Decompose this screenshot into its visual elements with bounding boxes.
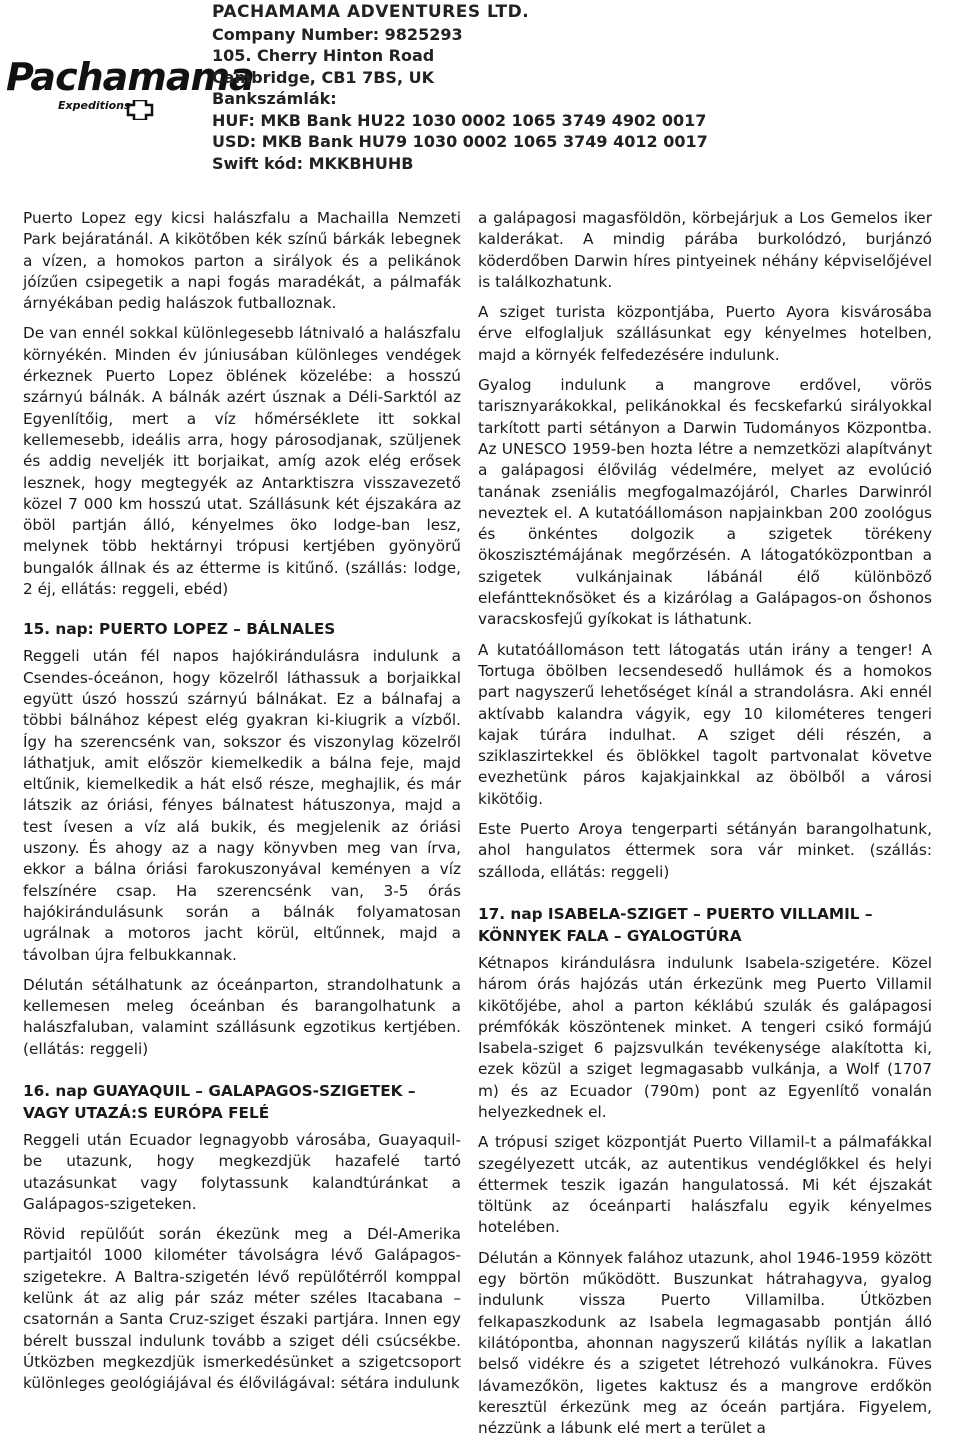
huf-label: HUF:	[212, 110, 255, 130]
paragraph: Délután sétálhatunk az óceánparton, strandolhatunk a kellemesen meleg óceánban és barangolhatunk a halászfaluban, valamint szállásunk egzotikus kertjében. (ellátás: reggeli)	[23, 975, 461, 1058]
logo-name: Pachamama	[6, 55, 254, 99]
right-column	[478, 208, 932, 1448]
company-details	[212, 2, 708, 174]
day-17-heading	[478, 903, 932, 947]
swift-code	[212, 153, 708, 175]
paragraph: Délután a Könnyek falához utazunk, ahol 1946-1959 között egy börtön működött. Buszunkat hátrahagyva, gyalog indulunk vissza Puerto Villamilba. Útközben felkapaszkodunk az Isabela legmagasabb pontján álló kilátópontba, ahonnan nagyszerű kilátás nyílik a lakatlan belső vidékre és a szigetet létrehozó vulkánokra. Füves lávamezőkön, ligetes kaktusz és a mangrove erdőkön keresztül érkezünk meg az óceán partjára. Figyelem, nézzünk a lábunk elé mert a terület a	[478, 1248, 932, 1438]
address-line-2: Cambridge, CB1 7BS, UK	[212, 67, 434, 87]
day-16-heading-line-1: 16. nap GUAYAQUIL – GALAPAGOS-SZIGETEK –	[23, 1081, 416, 1100]
usd-account	[212, 131, 708, 153]
company-name: PACHAMAMA ADVENTURES LTD.	[212, 2, 530, 22]
address-line-1: 105. Cherry Hinton Road	[212, 46, 435, 65]
paragraph: Rövid repülőút során ékezünk meg a Dél-Amerika partjaitól 1000 kilométer távolságra lévő Galápagos-szigetekre. A Baltra-szigetén lévő repülőtérről komppal kelünk át az alig pár száz méter széles Itacabana – csatornán a Santa Cruz-sziget északi partjára. Innen egy bérelt busszal indulunk tovább a sziget déli csúcsékbe. Útközben megkezdjük ismerkedésünket a szigetcsoport különleges geológiájával és élővilágával: sétára indulunk	[23, 1225, 461, 1393]
paragraph: Reggeli után fél napos hajókirándulásra indulunk a Csendes-óceánon, hogy közelről láthassuk a borjaikkal együtt úszó hosszú szárnyú bálnákat. Ez a bálnafaj a többi bálnához képest elég gyakran ki-kiugrik a vízből. Így ha szerencsénk van, sokszor és viszonylag közelről láthatjuk, amit először kiemelkedik a bálna feje, majd eltűnik, kiemelkedik a hát első része, meghajlik, és már látszik az óriási, fényes bálnatest hátuszonya, majd a test ívesen a víz alá bukik, és megjelenik az óriási uszony. És ahogy az a nagy könyvben meg van írva, ekkor a bálna óriási farokuszonyával keményen a víz felszínére csap. Ha szerencsénk van, 3-5 órás hajókirándulásunk során a bálnák folyamatosan ugrálnak a motoros jacht körül, eltűnnek, majd a távolban újra felbukkannak.	[23, 647, 461, 964]
usd-label: USD:	[212, 132, 257, 151]
day-17-heading-line-1: 17. nap ISABELA-SZIGET – PUERTO VILLAMIL –	[478, 904, 873, 923]
paragraph: A kutatóállomáson tett látogatás után irány a tenger! A Tortuga öbölben lecsendesedő hullámok és a homokos part nagyszerű lehetőséget kínál a strandolásra. Aki ennél aktívabb kalandra vágyik, egy 10 kilométeres tengeri kajak túrára indulhat. A sziget déli részén, a sziklaszirtekkel és öblökkel tagolt partvonalat követve evezhetünk páros kajakjainkkal az öbölből a városi kikötőig.	[478, 640, 932, 808]
huf-value: MKB Bank HU22 1030 0002 1065 3749 4902 0017	[260, 110, 707, 130]
paragraph: A trópusi sziget központját Puerto Villamil-t a pálmafákkal szegélyezett utcák, az autentikus vendéglőkkel és helyi éttermek teszik igazán hangulatossá. Mi két éjszakát töltünk az óceánparti halászfalu egyik kényelmes hotelében.	[478, 1133, 932, 1237]
paragraph: a galápagosi magasföldön, körbejárjuk a Los Gemelos iker kalderákat. A mindig párába burkolódzó, burjánzó köderdőben Darwin híres pintyeinek néhány képviselőjével is találkozhatunk.	[478, 209, 932, 291]
paragraph: A sziget turista központjába, Puerto Ayora kisvárosába érve elfoglaljuk szállásunkat egy kényelmes hotelben, majd a környék felfedezésére indulunk.	[478, 303, 932, 364]
day-17-heading-line-2: KÖNNYEK FALA – GYALOGTÚRA	[478, 926, 742, 945]
pachamama-logo	[0, 55, 254, 115]
letterhead	[0, 0, 960, 185]
day-16-heading	[23, 1080, 461, 1124]
left-column	[23, 208, 461, 1404]
swift-label: Swift kód:	[212, 153, 304, 173]
paragraph: De van ennél sokkal különlegesebb látnivaló a halászfalu környékén. Minden év júniusában különleges vendégek érkeznek Puerto Lopez öblének közelébe: a hosszú szárnyú bálnák. A bálnák azért úsznak a Déli-Sarktól az Egyenlítőig, mert a víz hőmérséklete itt sokkal kellemesebb, ideális arra, hogy párosodjanak, szüljenek és addig neveljék itt borjaikat, amíg azok elég erősek lesznek, hogy megtegyék az Antarktiszra visszavezető közel 7 000 km hosszú utat. Szállásunk két éjszakára az öböl partján álló, kényelmes öko lodge-ban lesz, melynek több hektárnyi trópusi kertjében gyönyörű bungalók állnak és az étterme is kitűnő. (szállás: lodge, 2 éj, ellátás: reggeli, ebéd)	[23, 324, 461, 599]
usd-value: MKB Bank HU79 1030 0002 1065 3749 4012 0017	[261, 132, 708, 151]
paragraph: Puerto Lopez egy kicsi halászfalu a Machailla Nemzeti Park bejáratánál. A kikötőben kék színű bárkák lebegnek a vízen, a homokos parton a sirályok és a pelikánok jóízűen csipegetik a napi fogás maradékát, a pálmafák árnyékában pedig halászok futballoznak.	[23, 209, 461, 313]
paragraph: Gyalog indulunk a mangrove erdővel, vörös tarisznyarákokkal, pelikánokkal és fecskefarkú sirályokkal tarkított parti sétányon a Darwin Tudományos Központba. Az UNESCO 1959-ben hozta létre a nemzetközi alapítványt a galápagosi élővilág védelmére, melyet az evolúció tanának zseniális megfogalmazójáról, Charles Darwinról neveztek el. A kutatóállomáson napjainkban 200 zoológus és önkéntes dolgozik a szigetek törékeny ökoszisztémájának megőrzésén. A látogatóközpontban a szigetek vulkánjainak lábánál élő különböző elefántteknősöket és a kizárólag a Galápagos-on őshonos varacskosfejű gyíkokat is láthatunk.	[478, 376, 932, 629]
day-15-heading: 15. nap: PUERTO LOPEZ – BÁLNALES	[23, 620, 336, 639]
huf-account	[212, 110, 708, 132]
paragraph: Kétnapos kirándulásra indulunk Isabela-szigetére. Közel három órás hajózás után érkezünk meg Puerto Villamil kikötőjébe, ahol a parton kéklábú szulák és galápagosi prémfókák köszöntenek minket. A tengeri csikó formájú Isabela-sziget 6 pajzsvulkán tevékenysége alakította ki, ezek közül a sziget legmagasabb vulkánja, a Wolf (1707 m) és az Ecuador (790m) pont az Egyenlítő vonalán helyezkednek el.	[478, 953, 932, 1121]
swift-value: MKKBHUHB	[308, 153, 414, 173]
paragraph: Este Puerto Aroya tengerparti sétányán barangolhatunk, ahol hangulatos éttermek sora vár minket. (szállás: szálloda, ellátás: reggeli)	[478, 820, 932, 881]
day-16-heading-line-2: VAGY UTAZÁ:S EURÓPA FELÉ	[23, 1103, 270, 1122]
bank-accounts-label: Bankszámlák:	[212, 89, 337, 108]
company-number: Company Number: 9825293	[212, 24, 463, 44]
logo-subtitle: Expeditions	[58, 99, 131, 112]
chakana-cross-icon	[120, 100, 160, 120]
paragraph: Reggeli után Ecuador legnagyobb városába, Guayaquil-be utazunk, hogy megkezdjük hazafelé tartó utazásunkat vagy folytassunk kalandtúránkat a Galápagos-szigeteken.	[23, 1130, 461, 1213]
